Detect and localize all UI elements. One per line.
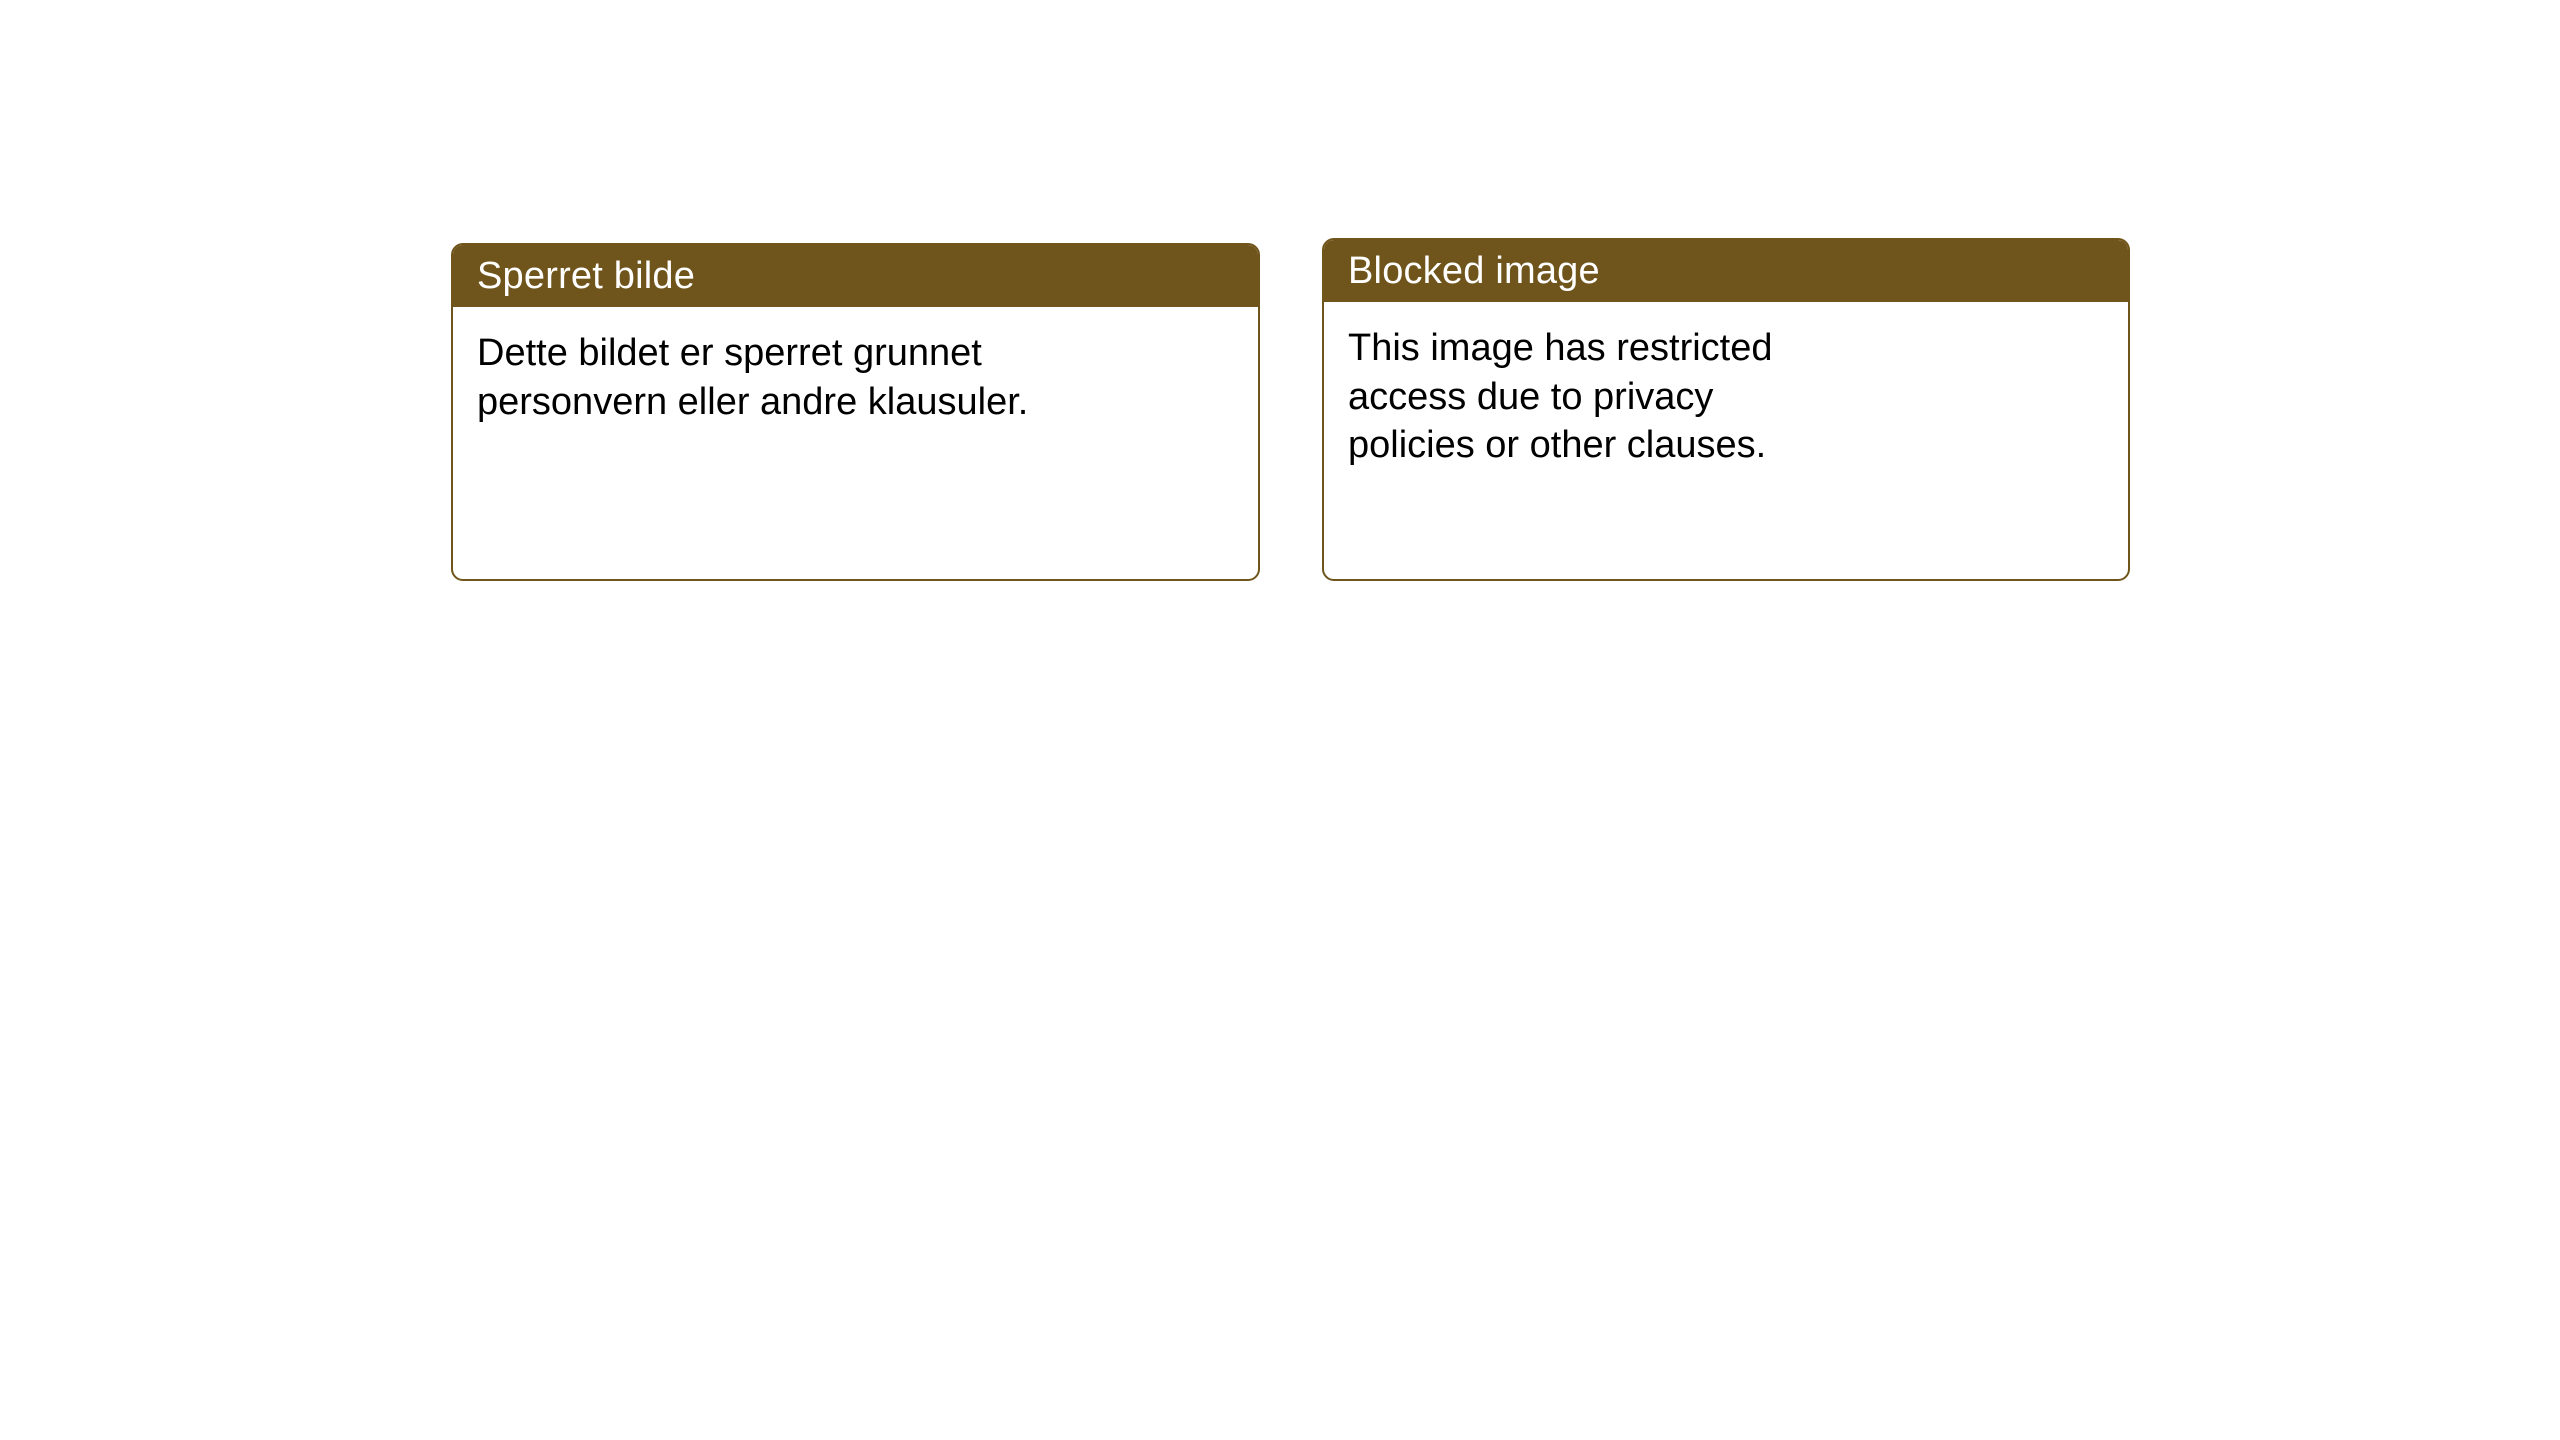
blocked-image-notice-no bbox=[451, 243, 1260, 581]
notice-body-en bbox=[1324, 302, 2128, 470]
notice-title-no: Sperret bilde bbox=[477, 255, 696, 297]
notice-title-bar-no bbox=[453, 245, 1258, 307]
notice-message-no: Dette bildet er sperret grunnet personvern eller andre klausuler. bbox=[477, 332, 1029, 423]
notice-message-en: This image has restricted access due to privacy policies or other clauses. bbox=[1348, 327, 1773, 467]
blocked-image-notice-en bbox=[1322, 238, 2130, 581]
notice-body-no bbox=[453, 307, 1258, 426]
notice-title-bar-en bbox=[1324, 240, 2128, 302]
notice-title-en: Blocked image bbox=[1348, 250, 1600, 292]
